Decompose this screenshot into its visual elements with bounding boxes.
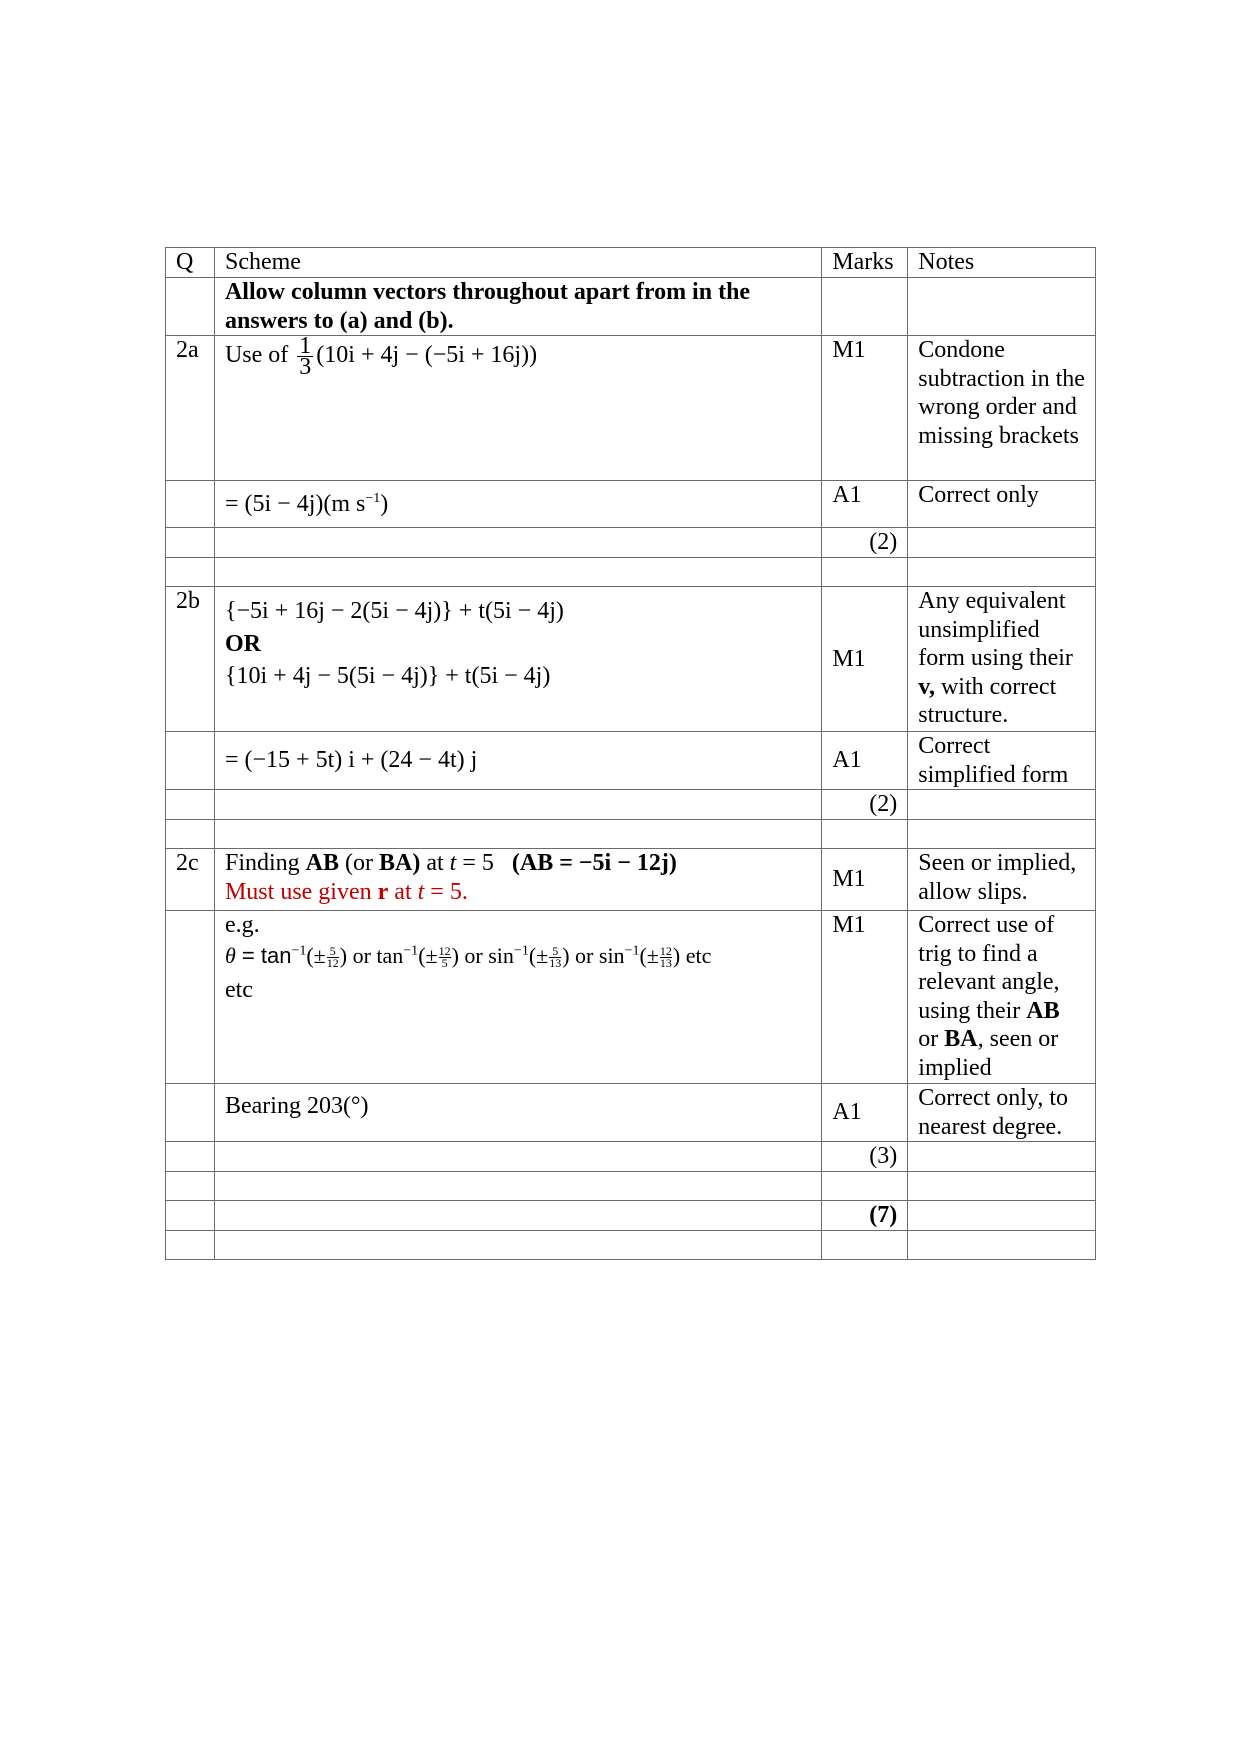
- q2b-method-2: {10i + 4j − 5(5i − 4j)} + t(5i − 4j): [224, 663, 551, 689]
- q2c-mark-3: A1: [822, 1084, 908, 1142]
- q2c-row1: [166, 849, 1096, 911]
- q2a-scheme-1: [214, 333, 821, 481]
- q2b-answer: = (−15 + 5t) i + (24 − 4t) j: [214, 732, 821, 790]
- q2b-note-2: Correct simplified form: [908, 732, 1096, 790]
- q2a-label: 2a: [166, 336, 215, 481]
- spacer-row: [166, 1172, 1096, 1201]
- q2a-unit-power: −1: [365, 490, 381, 506]
- q2a-note-1: Condone subtraction in the wrong order and missing brackets: [908, 336, 1096, 481]
- q2a-answer-close: ): [380, 490, 389, 517]
- q2b-total-row: [166, 790, 1096, 820]
- q2b-row1: [166, 587, 1096, 732]
- header-scheme: Scheme: [214, 248, 821, 278]
- q2a-prefix: Use of: [224, 342, 289, 369]
- q2c-label: 2c: [166, 849, 215, 911]
- q2a-answer: = (5i − 4j)(m s: [224, 490, 366, 517]
- q2b-label: 2b: [166, 587, 215, 732]
- q2b-total: (2): [822, 790, 908, 820]
- q2c-note-3: Correct only, to nearest degree.: [908, 1084, 1096, 1142]
- q2c-note-1: Seen or implied, allow slips.: [908, 849, 1096, 911]
- q2c-row3: [166, 1084, 1096, 1142]
- q2b-scheme-1: [214, 587, 821, 732]
- header-notes: Notes: [908, 248, 1096, 278]
- q2c-must-use-note: Must use given r at t = 5.: [224, 878, 468, 905]
- q2c-note-2: Correct use of trig to find a relevant angle, using their AB or BA, seen or implied: [908, 911, 1096, 1084]
- q2b-mark-1: M1: [822, 587, 908, 732]
- q2a-total: (2): [822, 528, 908, 558]
- q2c-total: (3): [822, 1142, 908, 1172]
- q2a-fraction: $\frac{1}{3}$: [299, 333, 312, 380]
- q2a-mark-2: A1: [822, 481, 908, 528]
- q2a-expression: (10i + 4j − (−5i + 16j)): [316, 342, 538, 369]
- q2a-note-2: Correct only: [908, 481, 1096, 528]
- q2a-row1: [166, 336, 1096, 481]
- q2b-or: OR: [224, 630, 261, 657]
- q2b-note-1-v: v,: [918, 673, 935, 700]
- q2b-note-1-b: with correct structure.: [918, 673, 1057, 728]
- q2c-mark-1: M1: [822, 849, 908, 911]
- q2b-row2: [166, 732, 1096, 790]
- q2c-scheme-1: [214, 849, 821, 911]
- q2c-etc: etc: [224, 977, 253, 1003]
- q2c-eg: e.g.: [224, 912, 260, 938]
- grand-total: (7): [822, 1201, 908, 1231]
- q2c-trig-expression: $\theta = \tan^{-1}(\pm$ $\frac{5}{12}$ ) or $\tan^{-1}(\pm$ $\frac{12}{5}$ ) or $\sin^{-1}(\pm$ $\frac{5}{13}$ ) or $\sin^{-1}(\pm$ $\frac{12}{13}$ ) etc: [224, 942, 712, 970]
- q2a-row2: [166, 481, 1096, 528]
- intro-row: [166, 278, 1096, 336]
- header-q: Q: [166, 248, 215, 278]
- q2b-method-1: {−5i + 16j − 2(5i − 4j)} + t(5i − 4j): [224, 598, 564, 624]
- q2c-scheme-2: [214, 911, 821, 1084]
- header-row: [166, 248, 1096, 278]
- grand-total-row: [166, 1201, 1096, 1231]
- q2c-finding-line: Finding AB (or BA) at t = 5 (AB = −5i − 12j): [224, 850, 677, 876]
- empty-row: [166, 1231, 1096, 1260]
- spacer-row: [166, 558, 1096, 587]
- q2c-bearing: Bearing 203(°): [214, 1084, 821, 1142]
- q2a-scheme-2: [214, 481, 821, 528]
- spacer-row: [166, 820, 1096, 849]
- q2b-mark-2: A1: [822, 732, 908, 790]
- intro-text: Allow column vectors throughout apart from in the answers to (a) and (b).: [214, 278, 821, 336]
- header-marks: Marks: [822, 248, 908, 278]
- q2c-total-row: [166, 1142, 1096, 1172]
- q2c-row2: [166, 911, 1096, 1084]
- q2a-mark-1: M1: [822, 336, 908, 481]
- q2b-note-1: [908, 587, 1096, 732]
- mark-scheme-table: [165, 247, 1096, 1260]
- q2a-total-row: [166, 528, 1096, 558]
- q2c-mark-2: M1: [822, 911, 908, 1084]
- q2b-note-1-a: Any equivalent unsimplified form using their: [918, 588, 1073, 671]
